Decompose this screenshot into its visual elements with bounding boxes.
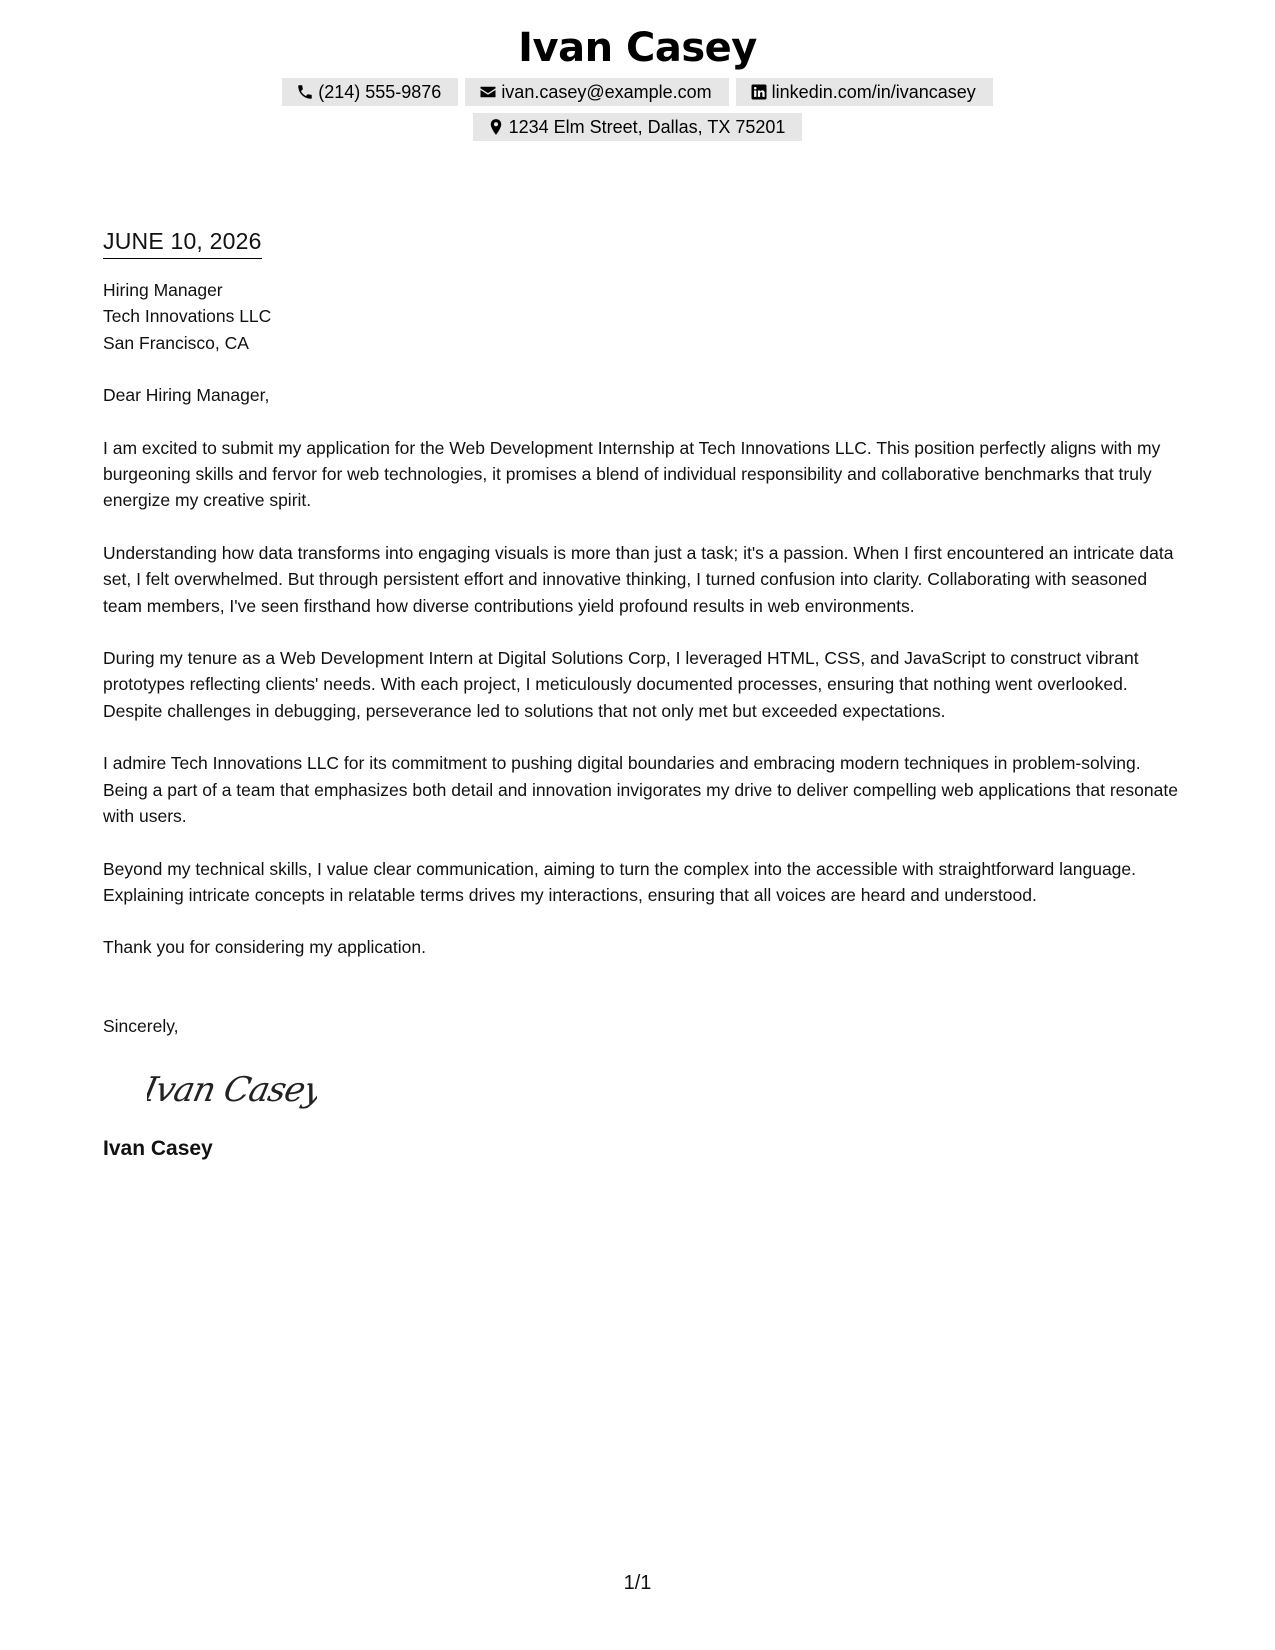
linkedin-icon [750,83,768,101]
recipient-line: Hiring Manager [103,280,223,300]
page-number: 1/1 [623,1572,652,1594]
email-chip [465,78,728,106]
applicant-name: Ivan Casey [518,25,757,71]
signature-image [147,1065,1183,1115]
signed-name: Ivan Casey [103,1137,213,1161]
paragraph: Thank you for considering my application. [103,937,426,958]
closing: Sincerely, [103,1015,179,1036]
recipient-block [103,277,1183,356]
paragraph: Beyond my technical skills, I value clear communication, aiming to turn the complex into the accessible with straightforward language. Explaining intricate concepts in relatable terms drives my interactions, ensuring that all voices are heard and understood. [103,858,1137,905]
recipient-line: Tech Innovations LLC [103,306,272,327]
salutation: Dear Hiring Manager, [103,385,270,406]
letter-header [0,22,1275,141]
letter-body [103,226,1183,1163]
paragraph: I am excited to submit my application for the Web Development Internship at Tech Innovations LLC. This position perfectly aligns with my burgeoning skills and fervor for web technologies, it promises a blend of individual responsibility and collaborative benchmarks that truly energize my creative spirit. [103,437,1161,511]
phone-text: (214) 555-9876 [318,82,442,102]
paragraph: Understanding how data transforms into engaging visuals is more than just a task; it's a passion. When I first encountered an intricate data set, I felt overwhelmed. But through persistent effort and innovative thinking, I turned confusion into clarity. Collaborating with seasoned team members, I've seen firsthand how diverse contributions yield profound results in web environments. [103,542,1174,616]
linkedin-chip [736,78,993,106]
address-text: 1234 Elm Street, Dallas, TX 75201 [508,117,786,137]
phone-icon [296,83,314,101]
map-pin-icon [487,118,505,136]
letter-date: JUNE 10, 2026 [103,226,262,259]
paragraph: I admire Tech Innovations LLC for its commitment to pushing digital boundaries and embracing modern techniques in problem-solving. Being a part of a team that emphasizes both detail and innovation invigorates my drive to deliver compelling web applications that resonate with users. [103,753,1178,827]
phone-chip [282,78,458,106]
contact-row-address [0,113,1275,141]
paragraph: During my tenure as a Web Development Intern at Digital Solutions Corp, I leveraged HTML, CSS, and JavaScript to construct vibrant prototypes reflecting clients' needs. With each project, I meticulously documented processes, ensuring that nothing went overlooked. Despite challenges in debugging, perseverance led to solutions that not only met but exceeded expectations. [103,648,1139,721]
email-text: ivan.casey@example.com [501,82,712,102]
contact-row [0,78,1275,106]
envelope-icon [479,83,497,101]
svg-text:Ivan Casey: Ivan Casey [147,1070,317,1111]
linkedin-text: linkedin.com/in/ivancasey [771,82,976,102]
recipient-line: San Francisco, CA [103,332,249,353]
address-chip [473,113,803,141]
